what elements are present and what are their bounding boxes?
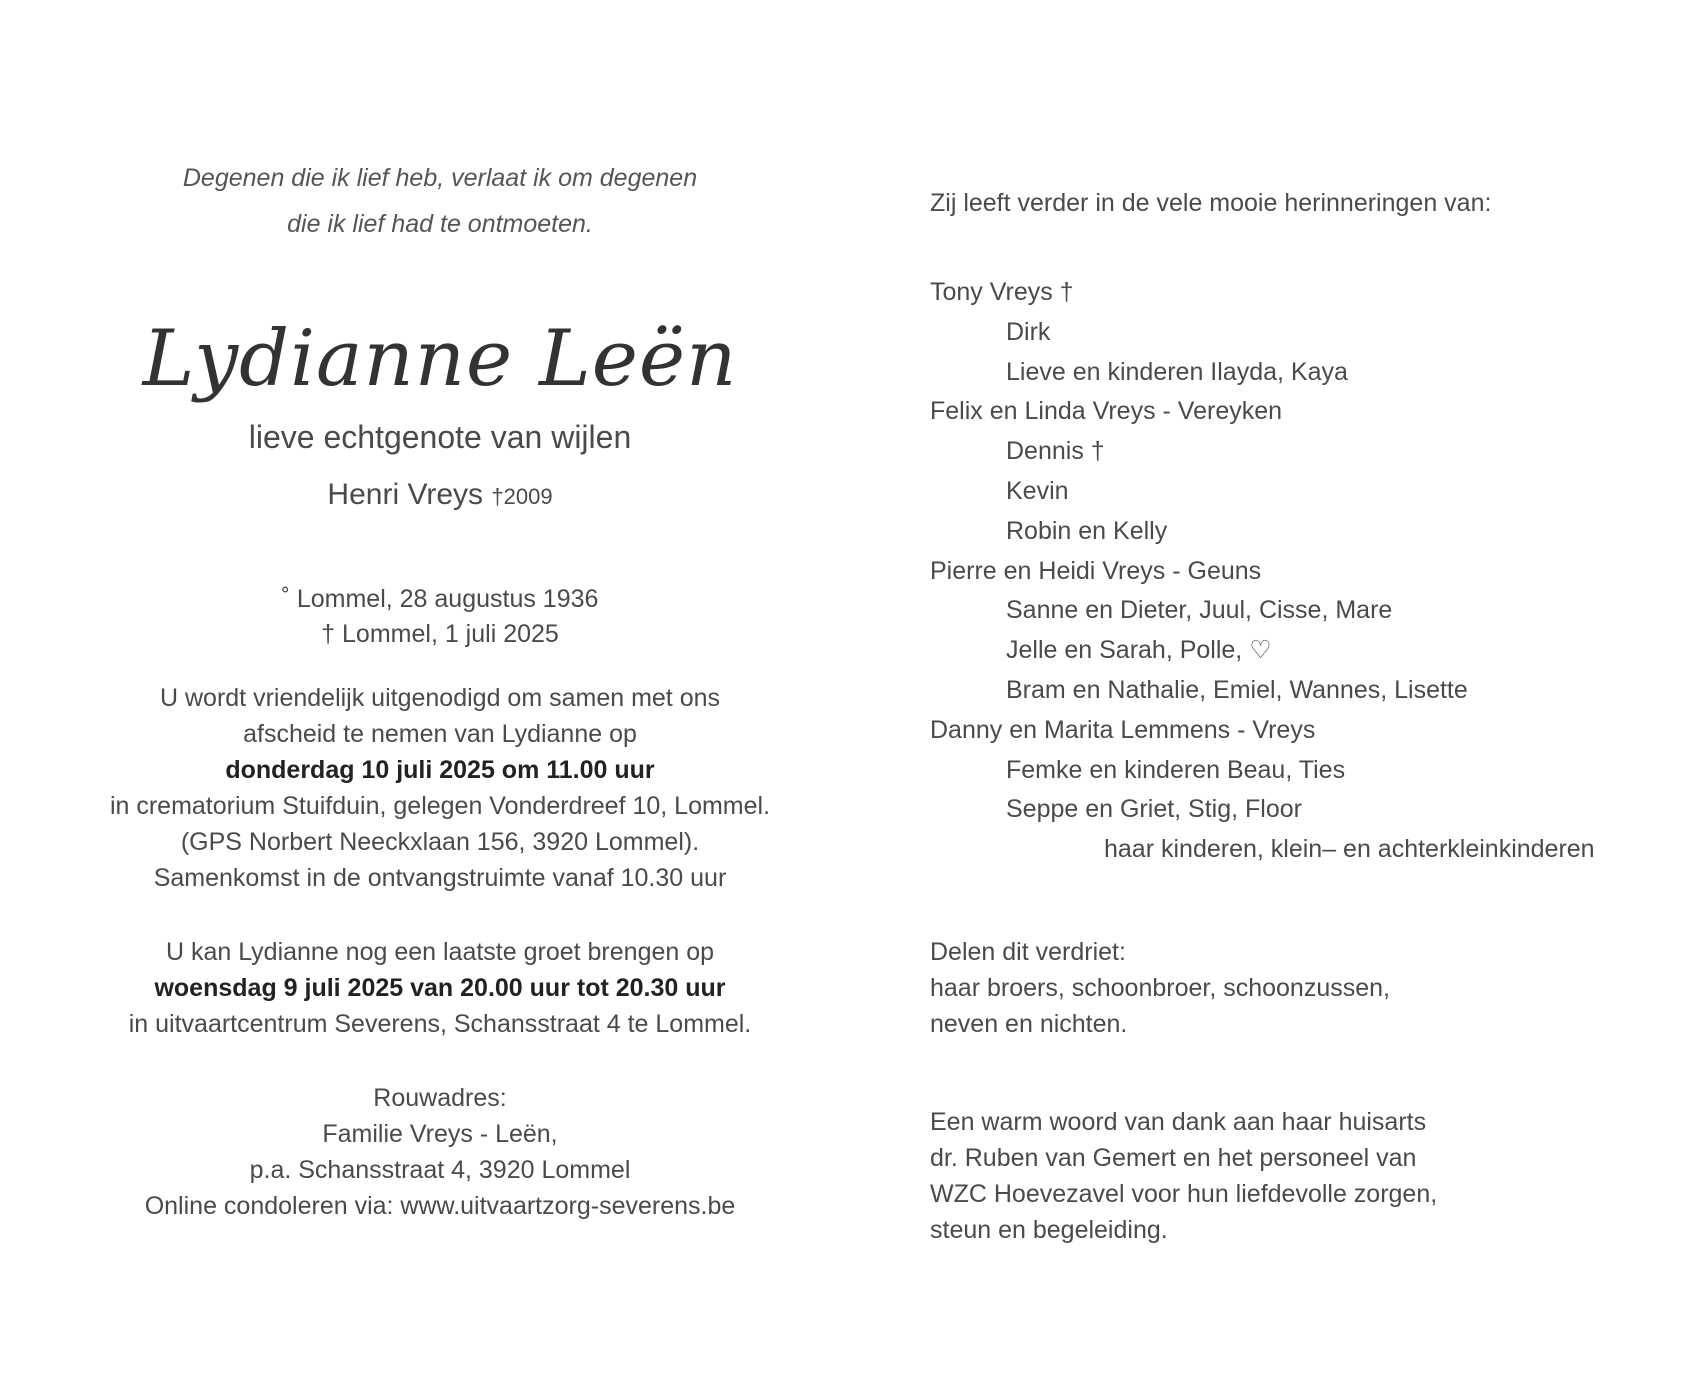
family-member: Dennis †: [1006, 437, 1105, 466]
family-member: Dirk: [1006, 317, 1051, 346]
family-member: Pierre en Heidi Vreys - Geuns: [930, 556, 1262, 585]
memories-intro: Zij leeft verder in de vele mooie herinneringen van:: [930, 189, 1492, 217]
family-member: Sanne en Dieter, Juul, Cisse, Mare: [1006, 596, 1393, 625]
family-member: Bram en Nathalie, Emiel, Wannes, Lisette: [1006, 675, 1468, 704]
thanks-line: Een warm woord van dank aan haar huisarts: [930, 1107, 1427, 1136]
sharing-line: haar broers, schoonbroer, schoonzussen,: [930, 973, 1390, 1002]
thanks-line: dr. Ruben van Gemert en het personeel van: [930, 1143, 1417, 1172]
thanks-note: [930, 1104, 1690, 1248]
mourning-address: [40, 1080, 840, 1224]
family-member: Lieve en kinderen Ilayda, Kaya: [1006, 357, 1348, 386]
quote-line: Degenen die ik lief heb, verlaat ik om degenen: [182, 164, 698, 192]
family-member: Danny en Marita Lemmens - Vreys: [930, 715, 1316, 744]
husband-name: Henri Vreys: [327, 478, 484, 511]
family-member: Kevin: [1006, 476, 1069, 505]
sharing-grief: [930, 934, 1690, 1042]
visit-date: woensdag 9 juli 2025 van 20.00 uur tot 20.30 uur: [154, 974, 726, 1002]
birth-line: ˚ Lommel, 28 augustus 1936: [281, 585, 599, 613]
thanks-line: steun en begeleiding.: [930, 1215, 1168, 1244]
family-member: Tony Vreys †: [930, 278, 1074, 306]
left-column: [40, 155, 840, 1224]
subtitle: lieve echtgenote van wijlen: [248, 419, 632, 455]
family-member: Femke en kinderen Beau, Ties: [1006, 755, 1346, 784]
invite-line: in crematorium Stuifduin, gelegen Vonderdreef 10, Lommel.: [109, 792, 771, 820]
farewell-visit: [40, 934, 840, 1042]
address-line: Familie Vreys - Leën,: [322, 1120, 558, 1148]
life-dates: [40, 582, 840, 652]
family-member: Jelle en Sarah, Polle, ♡: [1006, 636, 1272, 665]
invite-line: Samenkomst in de ontvangstruimte vanaf 10.30 uur: [153, 864, 727, 892]
family-member: Seppe en Griet, Stig, Floor: [1006, 795, 1302, 824]
death-line: † Lommel, 1 juli 2025: [321, 620, 559, 648]
husband-death-year: †2009: [491, 484, 553, 509]
invite-line: U wordt vriendelijk uitgenodigd om samen met ons: [160, 684, 720, 712]
address-line: p.a. Schansstraat 4, 3920 Lommel: [249, 1156, 631, 1184]
quote-line: die ik lief had te ontmoeten.: [287, 210, 593, 238]
invitation: [40, 680, 840, 896]
thanks-line: WZC Hoevezavel voor hun liefdevolle zorgen,: [930, 1179, 1438, 1208]
condolence-link: Online condoleren via: www.uitvaartzorg-severens.be: [144, 1192, 736, 1220]
sharing-line: neven en nichten.: [930, 1009, 1128, 1038]
family-member: Felix en Linda Vreys - Vereyken: [930, 397, 1283, 426]
groet-line: U kan Lydianne nog een laatste groet brengen op: [165, 938, 715, 966]
family-member: Robin en Kelly: [1006, 516, 1168, 545]
deceased-name: Lydianne Leën: [142, 314, 738, 404]
groet-line: in uitvaartcentrum Severens, Schansstraat 4 te Lommel.: [128, 1010, 752, 1038]
invite-line: (GPS Norbert Neeckxlaan 156, 3920 Lommel).: [180, 828, 700, 856]
husband-line: [40, 475, 840, 517]
right-column: [930, 185, 1690, 1248]
family-summary: haar kinderen, klein– en achterkleinkinderen: [1104, 835, 1595, 864]
sharing-line: Delen dit verdriet:: [930, 937, 1126, 966]
ceremony-date: donderdag 10 juli 2025 om 11.00 uur: [225, 756, 655, 784]
quote: [40, 155, 840, 247]
invite-line: afscheid te nemen van Lydianne op: [243, 720, 637, 748]
address-line: Rouwadres:: [373, 1084, 507, 1112]
family-list: [930, 273, 1690, 870]
